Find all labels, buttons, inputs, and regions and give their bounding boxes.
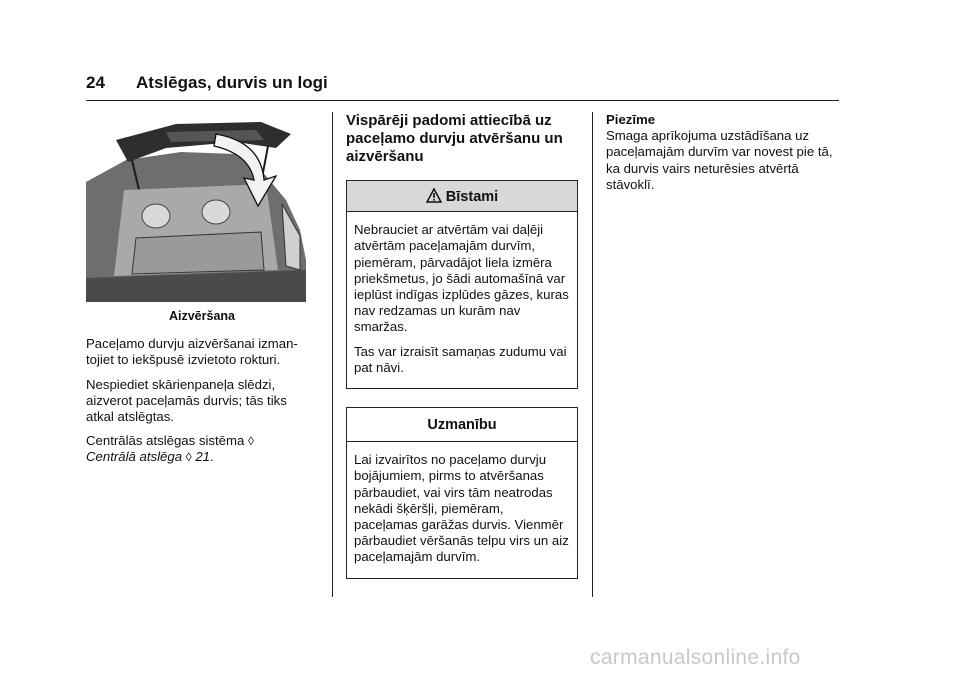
page-reference-icon: ◊ [248,434,254,449]
section-title: Vispārēji padomi attiecībā uz paceļamo durvju atvēršanu un aizvēršanu [346,112,563,165]
column-right [606,112,838,201]
page-reference-icon: ◊ [185,450,192,465]
danger-box-body [347,212,577,388]
caution-box-body [347,442,577,577]
caution-box-heading: Uzmanību [347,408,577,442]
column-left [86,120,318,474]
warning-triangle-icon [426,188,442,203]
paragraph-central-locking [86,433,318,465]
caution-box [346,407,578,579]
column-divider [332,112,333,597]
danger-paragraph-2: Tas var izraisīt samaņas zudumu vai pat nāvi. [354,343,567,375]
tailgate-closing-illustration [86,120,306,302]
central-locking-text: Centrālās atslēgas sistēma [86,433,245,449]
paragraph-close-handle: Paceļamo durvju aizvēršanai izman- tojiet to iekšpusē izvietoto rokturi. [86,336,298,368]
reference-page-number[interactable]: 21 [195,449,210,465]
page-number: 24 [86,73,105,92]
sentence-end: . [210,449,214,465]
note-text: Smaga aprīkojuma uzstādīšana uz paceļamajām durvīm var novest pie tā, ka durvis vairs neturēsies atvērtā stāvoklī. [606,128,833,192]
figure-caption: Aizvēršana [168,309,235,323]
paragraph-touchpad-warning: Nespiediet skārienpaneļa slēdzi, aizverot paceļamās durvis; tās tiks atkal atslēgtas. [86,376,287,425]
danger-heading-text: Bīstami [445,189,499,205]
danger-box-heading [347,181,577,212]
caution-paragraph: Lai izvairītos no paceļamo durvju bojājumiem, pirms to atvēršanas pārbaudiet, vai virs tām neatrodas nekādi šķēršļi, piemēram, paceļamas garāžas durvis. Vienmēr pārbaudiet vēršanās telpu virs un aiz paceļamajām durvīm. [354,452,569,565]
page-title: Atslēgas, durvis un logi [136,73,328,92]
danger-box [346,180,578,389]
note-heading: Piezīme [606,112,656,127]
column-middle [346,112,578,597]
column-divider [592,112,593,597]
watermark: carmanualsonline.info [590,646,801,669]
page-header [86,72,839,101]
reference-link-central-locking[interactable]: Centrālā atslēga [86,449,183,465]
danger-paragraph-1: Nebrauciet ar atvērtām vai daļēji atvērtām paceļamajām durvīm, piemēram, pārvadājot liela izmēra priekšmetus, jo šādi automašīnā var ieplūst indīgas izplūdes gāzes, kuras nav redzamas un kurām nav smaržas. [354,222,569,335]
